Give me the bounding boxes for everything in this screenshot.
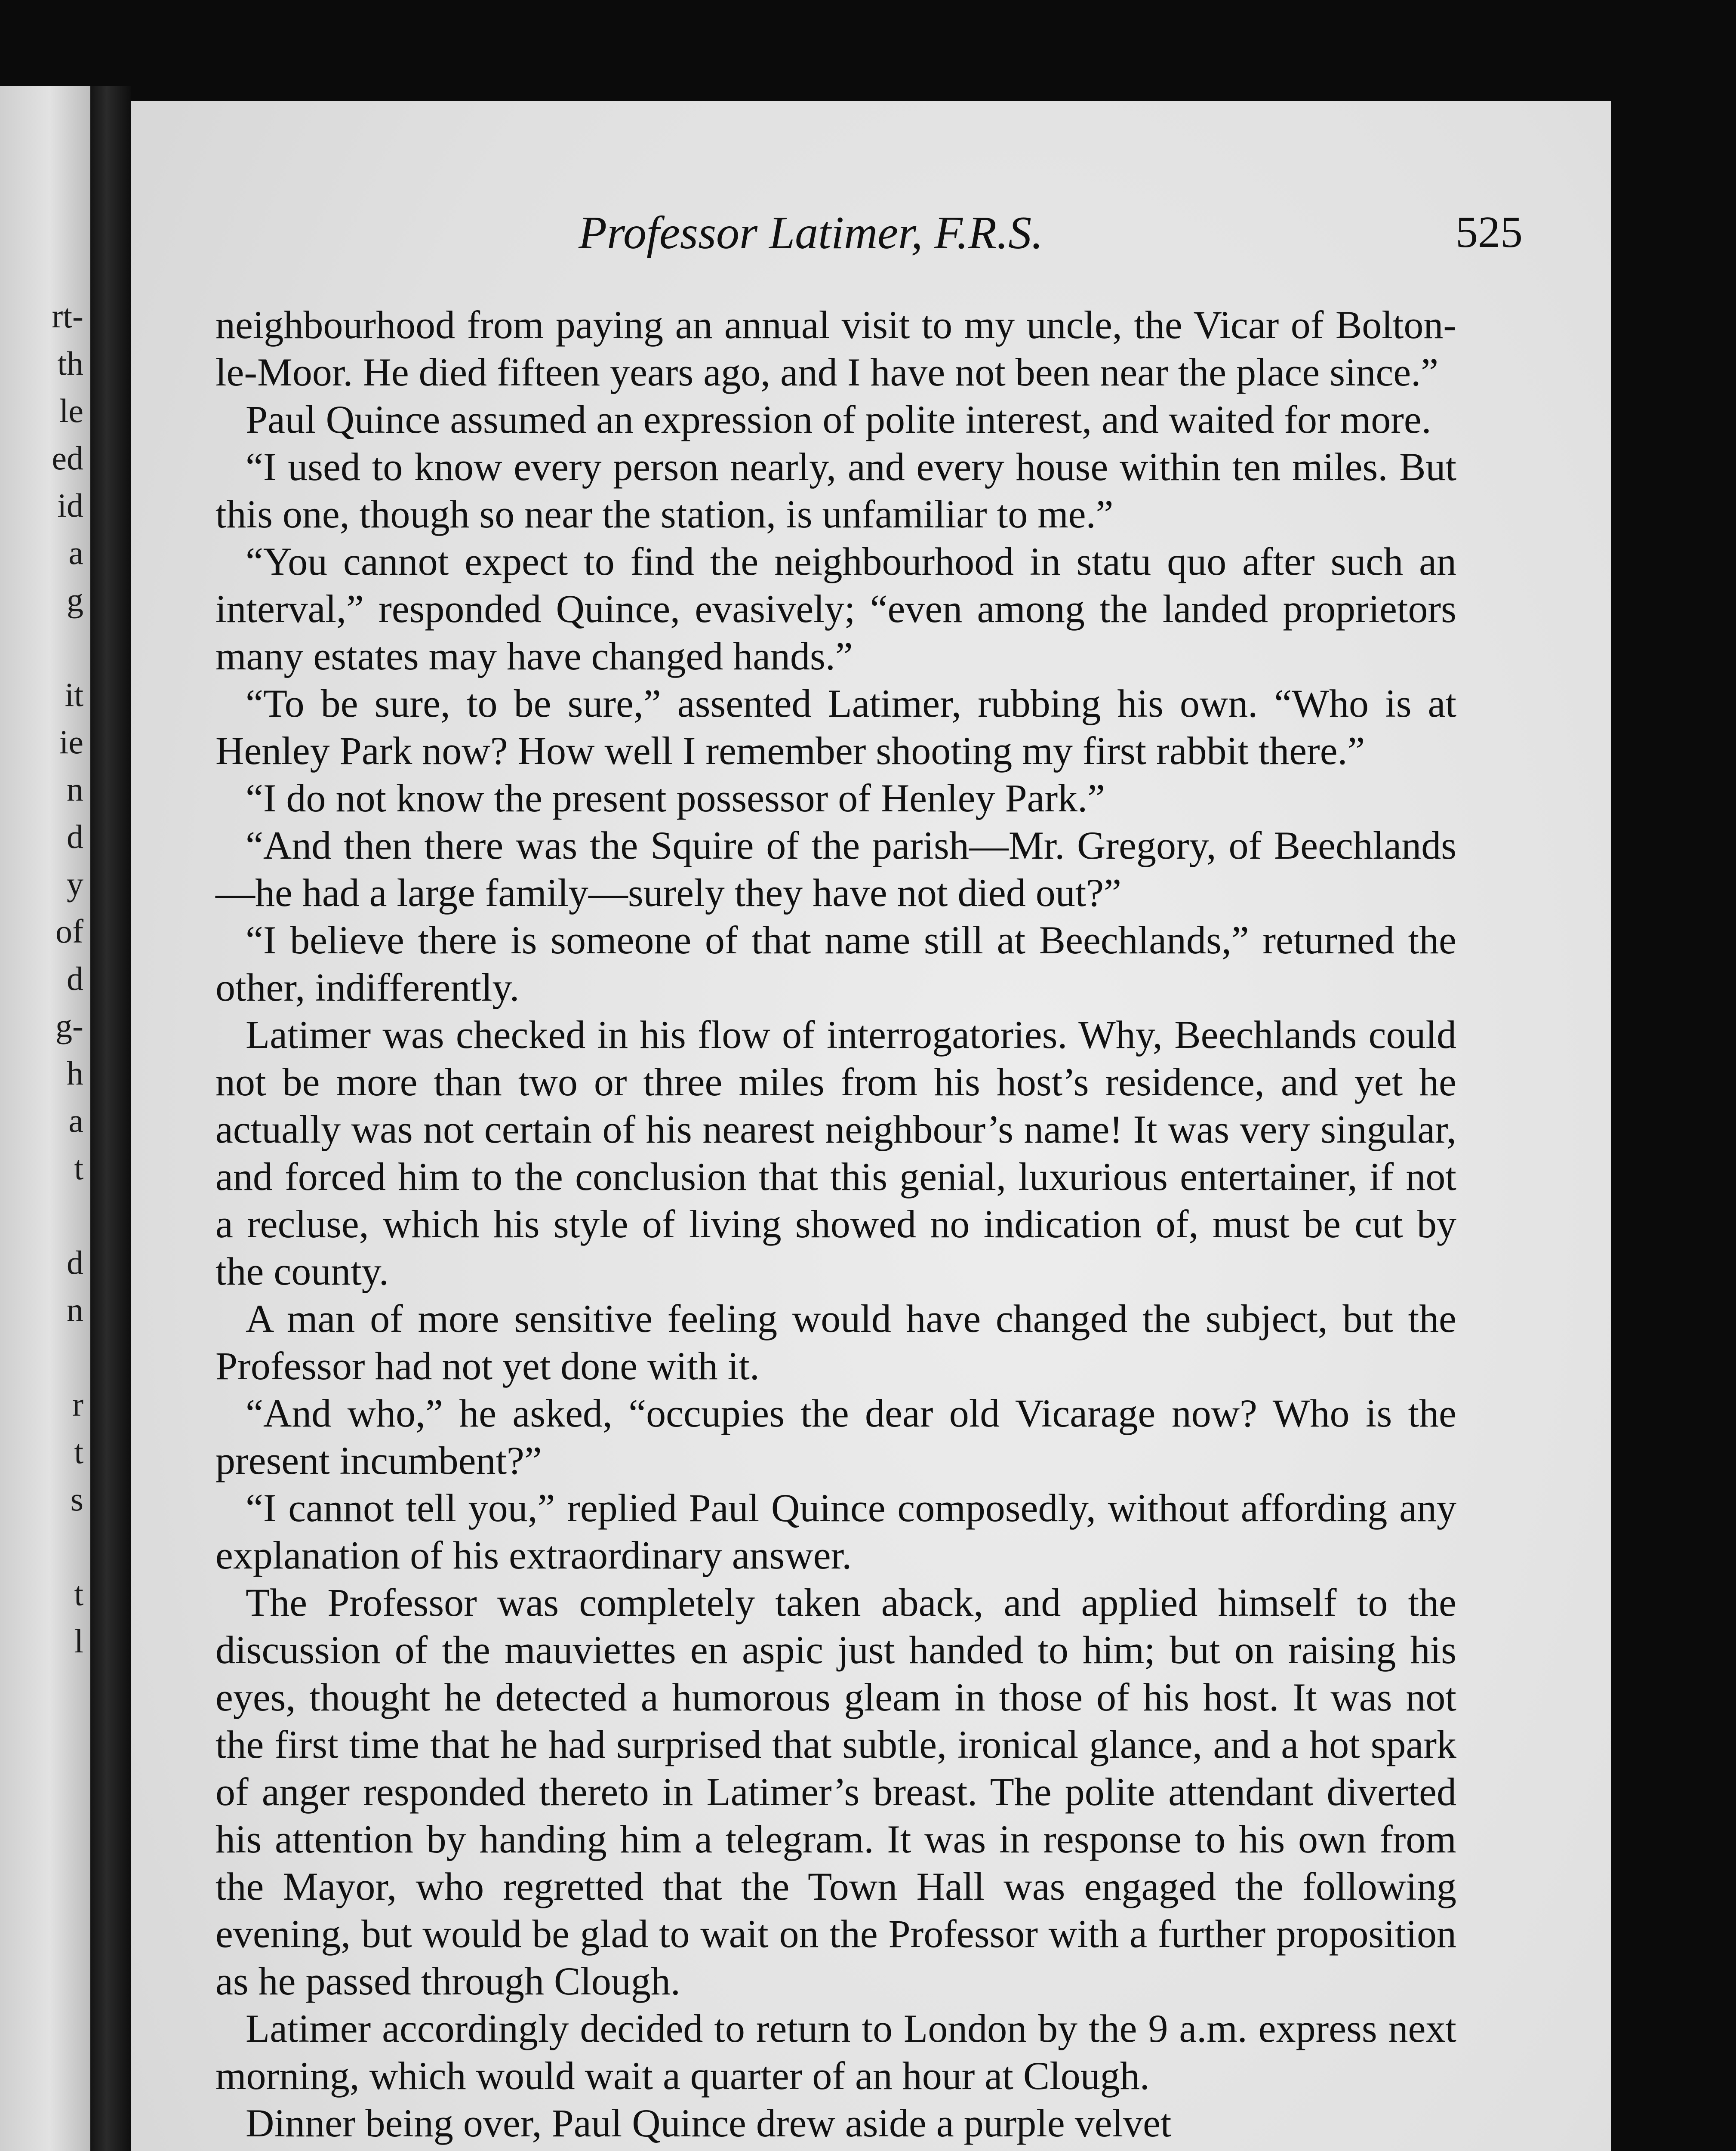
running-head <box>131 206 1611 267</box>
left-fragment <box>2 1334 83 1381</box>
left-fragment <box>2 1523 83 1570</box>
left-fragment: th <box>57 345 83 382</box>
paragraph: “I used to know every person nearly, and every house within ten miles. But this one, though so near the station, is unfamiliar to me.” <box>215 445 1456 536</box>
left-fragment: h <box>67 1054 83 1092</box>
left-fragment: n <box>67 1291 83 1328</box>
paragraph: “And who,” he asked, “occupies the dear old Vicarage now? Who is the present incumbent?” <box>215 1391 1456 1482</box>
paragraph: “To be sure, to be sure,” assented Latimer, rubbing his own. “Who is at Henley Park now? How well I remember shooting my first rabbit there.” <box>215 681 1456 773</box>
left-fragment: d <box>67 818 83 855</box>
left-fragment: a <box>68 534 83 571</box>
left-fragment: d <box>67 960 83 997</box>
paragraph: Latimer accordingly decided to return to London by the 9 a.m. express next morning, which would wait a quarter of an hour at Clough. <box>215 2006 1456 2098</box>
left-fragment: t <box>74 1149 83 1186</box>
book-gutter <box>90 86 131 2151</box>
left-fragment: g <box>67 581 83 619</box>
left-fragment: y <box>67 865 83 903</box>
paragraph: “I do not know the present possessor of Henley Park.” <box>246 776 1105 820</box>
left-fragment: l <box>74 1622 83 1660</box>
paragraph: A man of more sensitive feeling would have changed the subject, but the Professor had not yet done with it. <box>215 1297 1456 1388</box>
book-page <box>131 101 1611 2151</box>
paragraph: neighbourhood from paying an annual visit to my uncle, the Vicar of Bolton-le-Moor. He died fifteen years ago, and I have not been near the place since.” <box>215 303 1456 394</box>
left-fragment: t <box>74 1433 83 1470</box>
left-fragment: ed <box>52 439 83 477</box>
left-fragment <box>2 624 83 671</box>
left-fragment: le <box>59 392 83 429</box>
left-fragment: s <box>70 1480 83 1518</box>
left-fragment: r <box>72 1386 83 1423</box>
left-fragment: it <box>65 676 83 713</box>
paragraph: The Professor was completely taken aback, and applied himself to the discussion of the mauviettes en aspic just handed to him; but on raising his eyes, thought he detected a humorous gleam in those of his host. It was not the first time that he had surprised that subtle, ironical glance, and a hot spark of anger responded thereto in Latimer’s breast. The polite attendant diverted his attention by handing him a telegram. It was in response to his own from the Mayor, who regretted that the Town Hall was engaged the following evening, but would be glad to wait on the Professor with a further proposition as he passed through Clough. <box>215 1581 1456 2003</box>
left-fragment: id <box>57 487 83 524</box>
paragraph: Paul Quince assumed an expression of polite interest, and waited for more. <box>246 398 1431 441</box>
body-text <box>215 301 1456 2147</box>
paragraph: “And then there was the Squire of the parish—Mr. Gregory, of Beechlands—he had a large family—surely they have not died out?” <box>215 823 1456 915</box>
left-page-text-fragments <box>2 293 83 1665</box>
page-number: 525 <box>1456 207 1523 257</box>
left-fragment: g- <box>55 1007 83 1045</box>
paragraph: “I believe there is someone of that name still at Beechlands,” returned the other, indifferently. <box>215 918 1456 1009</box>
left-fragment: rt- <box>52 297 83 335</box>
paragraph: Latimer was checked in his flow of interrogatories. Why, Beechlands could not be more than two or three miles from his host’s residence, and yet he actually was not certain of his nearest neighbour’s name! It was very singular, and forced him to the conclusion that this genial, luxurious entertainer, if not a recluse, which his style of living showed no indication of, must be cut by the county. <box>215 1013 1456 1293</box>
running-title: Professor Latimer, F.R.S. <box>579 207 1043 259</box>
paragraph: “You cannot expect to find the neighbourhood in statu quo after such an interval,” responded Quince, evasively; “even among the landed proprietors many estates may have changed hands.” <box>215 539 1456 678</box>
paragraph: Dinner being over, Paul Quince drew aside a purple velvet <box>246 2101 1172 2145</box>
left-fragment <box>2 1192 83 1239</box>
left-fragment: d <box>67 1244 83 1281</box>
left-fragment: of <box>55 912 83 950</box>
left-page-edge <box>0 86 90 2151</box>
paragraph: “I cannot tell you,” replied Paul Quince composedly, without affording any explanation of his extraordinary answer. <box>215 1486 1456 1577</box>
left-fragment: a <box>68 1102 83 1139</box>
left-fragment: ie <box>59 723 83 761</box>
left-fragment: n <box>67 770 83 808</box>
left-fragment: t <box>74 1575 83 1612</box>
